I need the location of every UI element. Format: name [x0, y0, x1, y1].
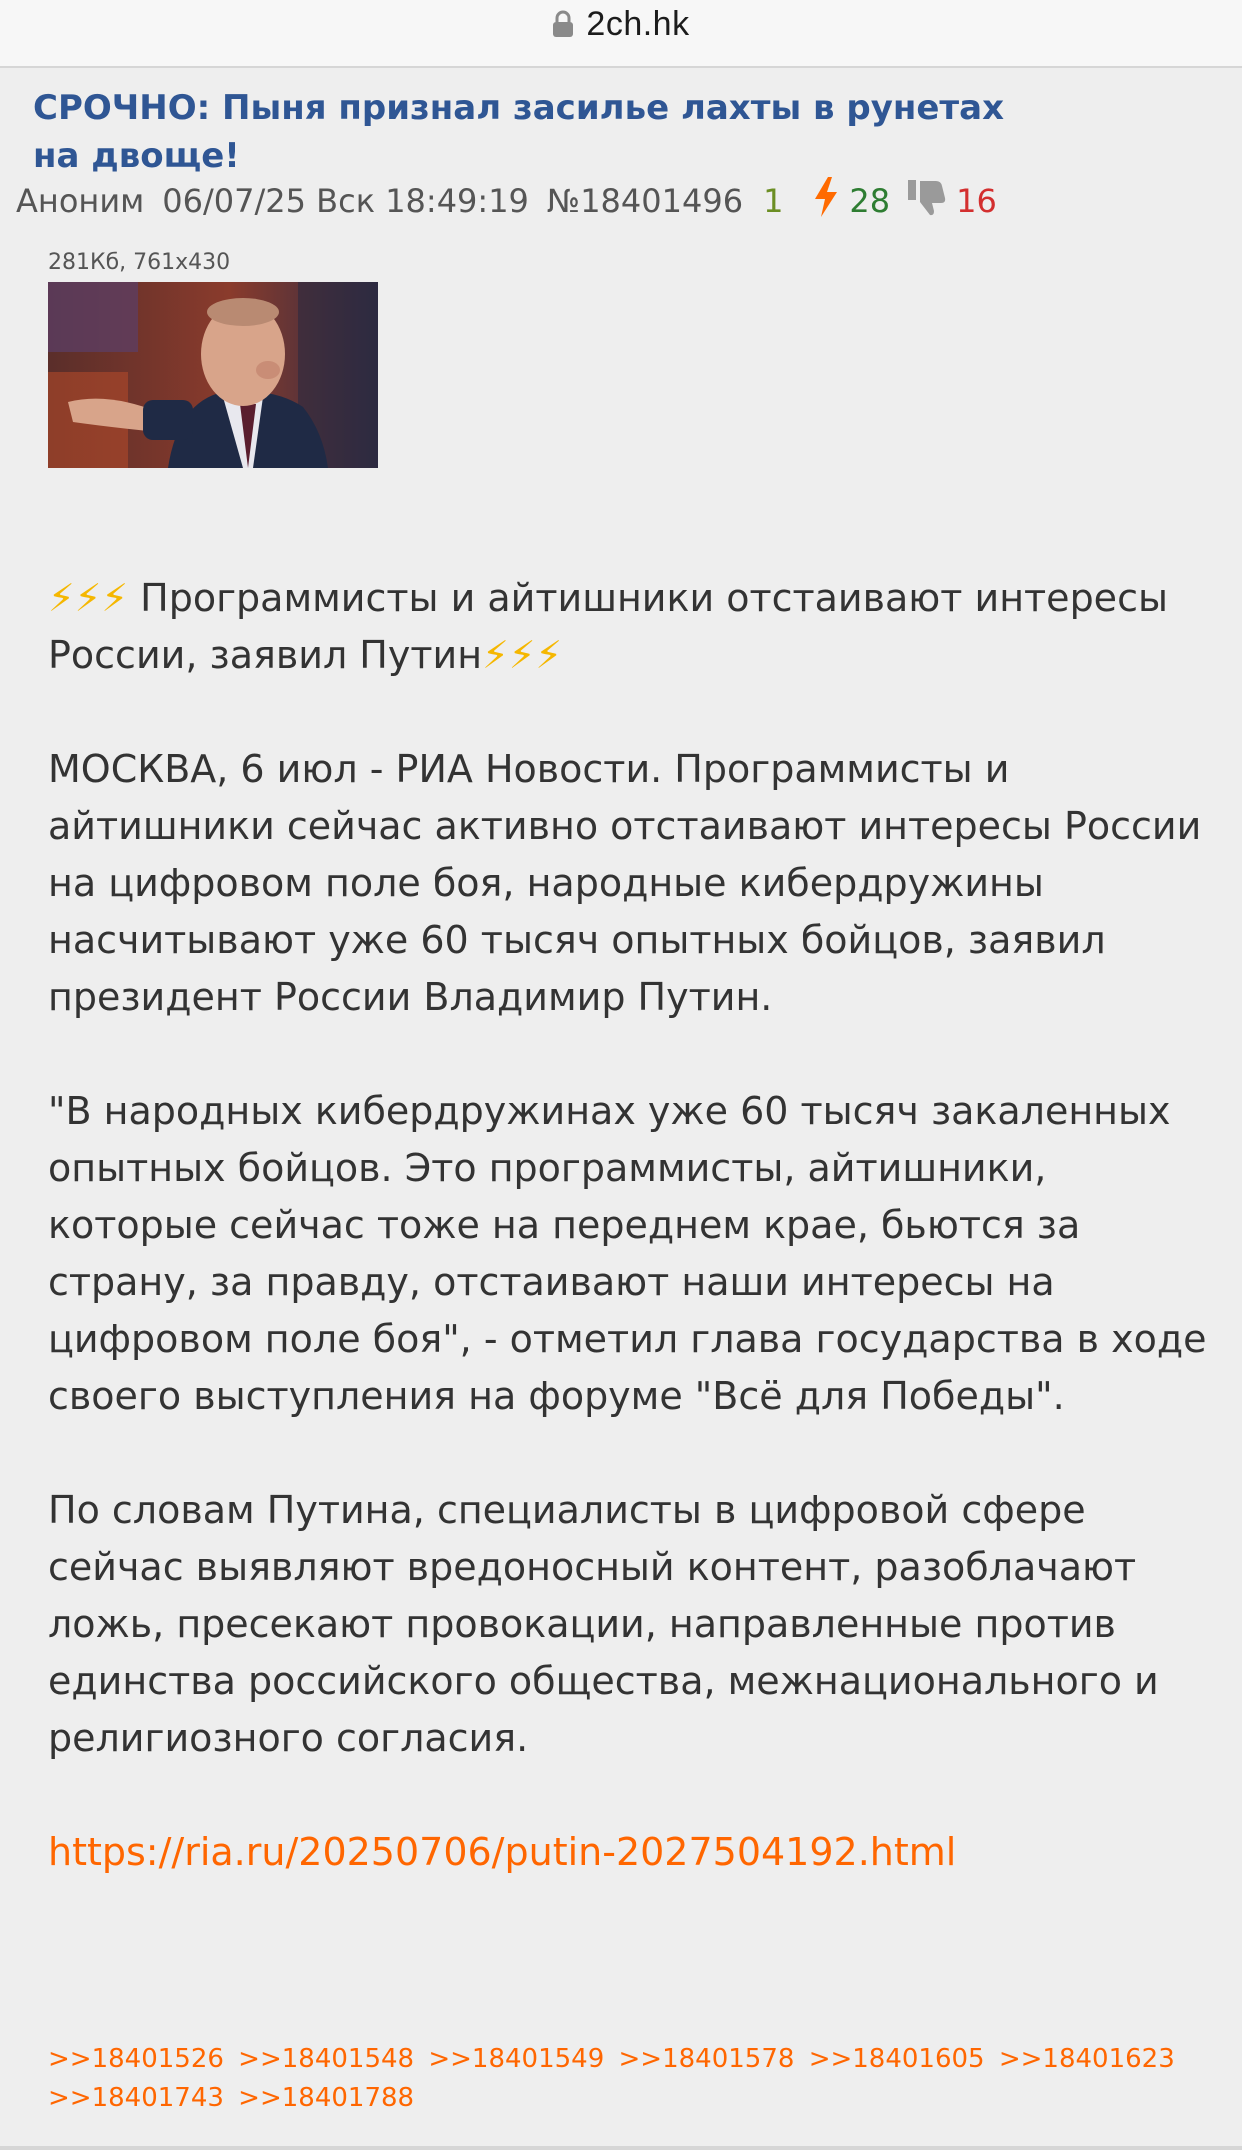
post-meta — [16, 178, 997, 224]
reply-link[interactable]: >>18401788 — [238, 2083, 415, 2113]
reply-link[interactable]: >>18401623 — [998, 2044, 1175, 2074]
post-paragraph: По словам Путина, специалисты в цифровой сфере сейчас выявляют вредоносный контент, разоблачают ложь, пресекают провокации, направленные против единства российского общества, межнационального и религиозного согласия. — [48, 1488, 1159, 1760]
lightning-emoji-icon: ⚡⚡⚡ — [482, 633, 563, 677]
reply-link[interactable]: >>18401526 — [48, 2044, 224, 2074]
like-button[interactable] — [813, 177, 890, 225]
post-subject: СРОЧНО: Пыня признал засилье лахты в рунетах на двоще! — [33, 88, 1005, 176]
headline-text: Программисты и айтишники отстаивают интересы России, заявил Путин — [48, 576, 1168, 677]
lock-icon — [552, 10, 574, 38]
reply-link[interactable]: >>18401578 — [618, 2044, 795, 2074]
post-paragraph: МОСКВА, 6 июл - РИА Новости. Программисты и айтишники сейчас активно отстаивают интересы России на цифровом поле боя, народные кибердружины насчитывают уже 60 тысяч опытных бойцов, заявил президент России Владимир Путин. — [48, 747, 1202, 1019]
reply-links — [48, 2040, 1198, 2118]
url-text[interactable]: 2ch.hk — [586, 4, 690, 43]
address-bar-content — [552, 5, 689, 44]
lightning-icon — [813, 177, 839, 225]
browser-address-bar[interactable] — [0, 0, 1242, 68]
post-image-thumbnail[interactable] — [48, 282, 378, 468]
reply-link[interactable]: >>18401549 — [428, 2044, 605, 2074]
post-reply-counter: 1 — [763, 182, 784, 220]
post-divider — [0, 2146, 1242, 2150]
like-count: 28 — [849, 182, 891, 220]
reply-link[interactable]: >>18401548 — [238, 2044, 415, 2074]
source-link[interactable]: https://ria.ru/20250706/putin-2027504192.html — [48, 1830, 957, 1874]
post-date: 06/07/25 Вск 18:49:19 — [162, 182, 529, 220]
post-headline — [48, 570, 1218, 684]
post-paragraph: "В народных кибердружинах уже 60 тысяч закаленных опытных бойцов. Это программисты, айтишники, которые сейчас тоже на переднем крае, бьются за страну, за правду, отстаивают наши интересы на цифровом поле боя", - отметил глава государства в ходе своего выступления на форуме "Всё для Победы". — [48, 1089, 1207, 1418]
reply-link[interactable]: >>18401605 — [808, 2044, 985, 2074]
thumbs-down-icon — [908, 178, 946, 224]
post-number-link[interactable]: №18401496 — [546, 182, 744, 220]
dislike-count: 16 — [956, 182, 997, 220]
reply-link[interactable]: >>18401743 — [48, 2083, 224, 2113]
post-author: Аноним — [16, 182, 145, 220]
lightning-emoji-icon: ⚡⚡⚡ — [48, 576, 129, 620]
dislike-button[interactable] — [908, 178, 997, 224]
file-info[interactable]: 281Кб, 761x430 — [48, 250, 231, 275]
post-body — [48, 570, 1218, 1938]
